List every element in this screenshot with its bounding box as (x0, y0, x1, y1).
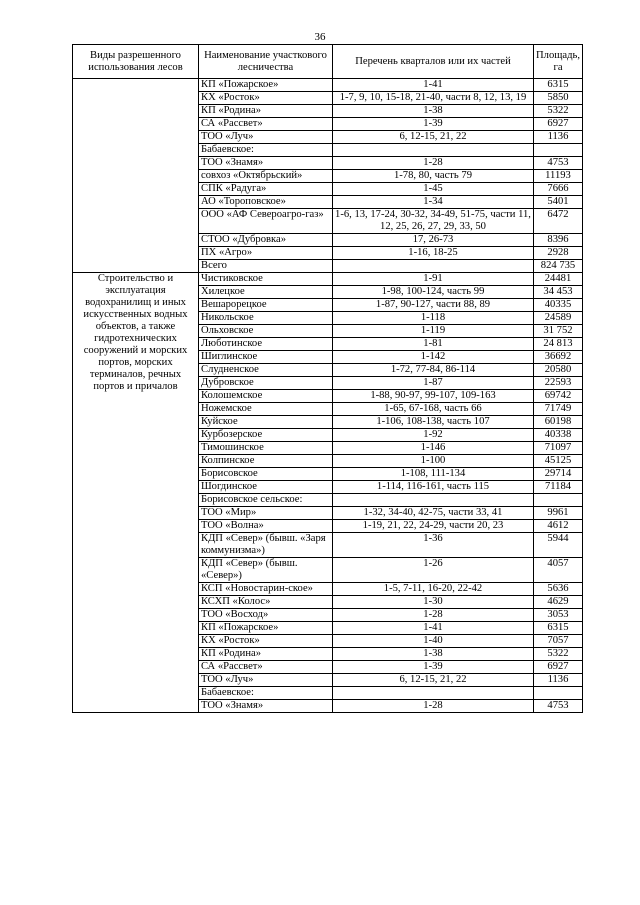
area-cell: 9961 (534, 507, 583, 520)
area-cell: 5401 (534, 196, 583, 209)
forestry-name-cell: КХ «Росток» (199, 92, 333, 105)
area-cell: 36692 (534, 351, 583, 364)
quarters-cell: 1-40 (333, 635, 534, 648)
area-cell: 71749 (534, 403, 583, 416)
table-row (73, 157, 583, 170)
quarters-cell: 1-87 (333, 377, 534, 390)
forestry-name-cell: КДП «Север» (бывш. «Север») (199, 558, 333, 583)
quarters-cell: 1-39 (333, 118, 534, 131)
area-cell: 7666 (534, 183, 583, 196)
quarters-cell: 1-38 (333, 648, 534, 661)
area-cell: 31 752 (534, 325, 583, 338)
area-cell: 24 813 (534, 338, 583, 351)
use-type-cell (73, 183, 199, 196)
table-row (73, 131, 583, 144)
area-cell: 4753 (534, 700, 583, 713)
area-cell: 6927 (534, 661, 583, 674)
area-cell (534, 494, 583, 507)
table-row (73, 183, 583, 196)
area-cell (534, 144, 583, 157)
quarters-cell: 1-28 (333, 700, 534, 713)
quarters-cell: 1-65, 67-168, часть 66 (333, 403, 534, 416)
area-cell: 69742 (534, 390, 583, 403)
area-cell: 6315 (534, 79, 583, 92)
forestry-name-cell: СА «Рассвет» (199, 118, 333, 131)
table-row (73, 260, 583, 273)
table-row (73, 196, 583, 209)
quarters-cell (333, 494, 534, 507)
quarters-cell: 1-30 (333, 596, 534, 609)
area-cell: 5322 (534, 648, 583, 661)
area-cell: 8396 (534, 234, 583, 247)
forestry-name-cell: КСХП «Колос» (199, 596, 333, 609)
use-type-cell (73, 144, 199, 157)
forestry-name-cell: КП «Пожарское» (199, 79, 333, 92)
forestry-name-cell: Дубровское (199, 377, 333, 390)
quarters-cell: 1-146 (333, 442, 534, 455)
header-quarters: Перечень кварталов или их частей (333, 45, 534, 79)
quarters-cell: 1-72, 77-84, 86-114 (333, 364, 534, 377)
area-cell: 11193 (534, 170, 583, 183)
forestry-name-cell: КП «Родина» (199, 105, 333, 118)
forestry-name-cell: Никольское (199, 312, 333, 325)
use-type-cell (73, 118, 199, 131)
forestry-name-cell: КП «Пожарское» (199, 622, 333, 635)
quarters-cell: 1-87, 90-127, части 88, 89 (333, 299, 534, 312)
quarters-cell: 17, 26-73 (333, 234, 534, 247)
quarters-cell: 1-16, 18-25 (333, 247, 534, 260)
quarters-cell: 1-81 (333, 338, 534, 351)
forest-use-table (72, 44, 583, 713)
quarters-cell: 1-26 (333, 558, 534, 583)
quarters-cell: 1-45 (333, 183, 534, 196)
area-cell: 7057 (534, 635, 583, 648)
area-cell: 5636 (534, 583, 583, 596)
table-row (73, 170, 583, 183)
quarters-cell: 1-114, 116-161, часть 115 (333, 481, 534, 494)
use-type-cell (73, 209, 199, 234)
table-row (73, 144, 583, 157)
area-cell: 34 453 (534, 286, 583, 299)
forestry-name-cell: Колошемское (199, 390, 333, 403)
forestry-name-cell: ТОО «Знамя» (199, 700, 333, 713)
table-row (73, 247, 583, 260)
area-cell: 2928 (534, 247, 583, 260)
table-row (73, 118, 583, 131)
table-row (73, 92, 583, 105)
forestry-name-cell: Вешарорецкое (199, 299, 333, 312)
area-cell: 5944 (534, 533, 583, 558)
forestry-name-cell: СТОО «Дубровка» (199, 234, 333, 247)
area-cell: 4629 (534, 596, 583, 609)
use-type-cell (73, 234, 199, 247)
quarters-cell: 1-41 (333, 79, 534, 92)
forestry-name-cell: КСП «Новостарин-ское» (199, 583, 333, 596)
forestry-name-cell: КДП «Север» (бывш. «Заря коммунизма») (199, 533, 333, 558)
forestry-name-cell: Шиглинское (199, 351, 333, 364)
table-row (73, 273, 583, 286)
area-cell: 60198 (534, 416, 583, 429)
area-cell: 71184 (534, 481, 583, 494)
area-cell (534, 687, 583, 700)
quarters-cell: 1-38 (333, 105, 534, 118)
use-type-cell (73, 260, 199, 273)
area-cell: 71097 (534, 442, 583, 455)
area-cell: 5850 (534, 92, 583, 105)
quarters-cell: 1-28 (333, 609, 534, 622)
area-cell: 4753 (534, 157, 583, 170)
quarters-cell: 1-106, 108-138, часть 107 (333, 416, 534, 429)
quarters-cell (333, 687, 534, 700)
forestry-name-cell: Шогдинское (199, 481, 333, 494)
area-cell: 40335 (534, 299, 583, 312)
quarters-cell: 1-119 (333, 325, 534, 338)
forestry-name-cell: Курбозерское (199, 429, 333, 442)
area-cell: 20580 (534, 364, 583, 377)
use-type-cell (73, 105, 199, 118)
quarters-cell: 1-118 (333, 312, 534, 325)
use-type-cell (73, 247, 199, 260)
use-type-cell (73, 196, 199, 209)
forestry-name-cell: Тимошинское (199, 442, 333, 455)
forestry-name-cell: ТОО «Луч» (199, 674, 333, 687)
area-cell: 40338 (534, 429, 583, 442)
quarters-cell: 1-19, 21, 22, 24-29, части 20, 23 (333, 520, 534, 533)
table-body (73, 79, 583, 713)
use-type-cell (73, 157, 199, 170)
area-cell: 1136 (534, 131, 583, 144)
quarters-cell: 1-98, 100-124, часть 99 (333, 286, 534, 299)
table-row (73, 79, 583, 92)
forestry-name-cell: ООО «АФ Североагро-газ» (199, 209, 333, 234)
table-row (73, 234, 583, 247)
quarters-cell: 1-100 (333, 455, 534, 468)
forestry-name-cell: ТОО «Мир» (199, 507, 333, 520)
forestry-name-cell: ТОО «Волна» (199, 520, 333, 533)
area-cell: 4057 (534, 558, 583, 583)
forestry-name-cell: Люботинское (199, 338, 333, 351)
use-type-cell (73, 92, 199, 105)
quarters-cell: 1-34 (333, 196, 534, 209)
use-type-cell (73, 79, 199, 92)
header-use-type: Виды разрешенного использования лесов (73, 45, 199, 79)
area-cell: 6472 (534, 209, 583, 234)
forestry-name-cell: Борисовское сельское: (199, 494, 333, 507)
quarters-cell: 6, 12-15, 21, 22 (333, 131, 534, 144)
area-cell: 22593 (534, 377, 583, 390)
use-type-cell (73, 170, 199, 183)
header-forestry-name: Наименование участкового лесничества (199, 45, 333, 79)
table-header-row (73, 45, 583, 79)
forestry-name-cell: ТОО «Луч» (199, 131, 333, 144)
forestry-name-cell: Колпинское (199, 455, 333, 468)
quarters-cell: 1-28 (333, 157, 534, 170)
forestry-name-cell: АО «Тороповское» (199, 196, 333, 209)
forestry-name-cell: Чистиковское (199, 273, 333, 286)
quarters-cell: 1-142 (333, 351, 534, 364)
use-type-cell (73, 131, 199, 144)
forestry-name-cell: Бабаевское: (199, 144, 333, 157)
quarters-cell: 1-32, 34-40, 42-75, части 33, 41 (333, 507, 534, 520)
quarters-cell: 1-7, 9, 10, 15-18, 21-40, части 8, 12, 13, 19 (333, 92, 534, 105)
quarters-cell (333, 144, 534, 157)
forestry-name-cell: КХ «Росток» (199, 635, 333, 648)
area-cell: 29714 (534, 468, 583, 481)
quarters-cell: 1-5, 7-11, 16-20, 22-42 (333, 583, 534, 596)
table-row (73, 105, 583, 118)
area-cell: 4612 (534, 520, 583, 533)
quarters-cell: 1-36 (333, 533, 534, 558)
quarters-cell: 6, 12-15, 21, 22 (333, 674, 534, 687)
forestry-name-cell: Борисовское (199, 468, 333, 481)
quarters-cell: 1-39 (333, 661, 534, 674)
quarters-cell: 1-78, 80, часть 79 (333, 170, 534, 183)
forestry-name-cell: КП «Родина» (199, 648, 333, 661)
quarters-cell: 1-41 (333, 622, 534, 635)
quarters-cell: 1-108, 111-134 (333, 468, 534, 481)
header-area: Площадь, га (534, 45, 583, 79)
area-cell: 24481 (534, 273, 583, 286)
forestry-name-cell: Всего (199, 260, 333, 273)
area-cell: 5322 (534, 105, 583, 118)
table-row (73, 209, 583, 234)
forestry-name-cell: СПК «Радуга» (199, 183, 333, 196)
forestry-name-cell: Бабаевское: (199, 687, 333, 700)
forestry-name-cell: ТОО «Знамя» (199, 157, 333, 170)
quarters-cell: 1-88, 90-97, 99-107, 109-163 (333, 390, 534, 403)
area-cell: 45125 (534, 455, 583, 468)
area-cell: 824 735 (534, 260, 583, 273)
page-number: 36 (314, 31, 326, 43)
area-cell: 24589 (534, 312, 583, 325)
quarters-cell (333, 260, 534, 273)
forestry-name-cell: Ольховское (199, 325, 333, 338)
forestry-name-cell: Куйское (199, 416, 333, 429)
forestry-name-cell: Хилецкое (199, 286, 333, 299)
area-cell: 6927 (534, 118, 583, 131)
area-cell: 1136 (534, 674, 583, 687)
forestry-name-cell: Ножемское (199, 403, 333, 416)
forestry-name-cell: СА «Рассвет» (199, 661, 333, 674)
forestry-name-cell: ТОО «Восход» (199, 609, 333, 622)
quarters-cell: 1-6, 13, 17-24, 30-32, 34-49, 51-75, части 11, 12, 25, 26, 27, 29, 33, 50 (333, 209, 534, 234)
forestry-name-cell: Слудненское (199, 364, 333, 377)
quarters-cell: 1-91 (333, 273, 534, 286)
forestry-name-cell: совхоз «Октябрьский» (199, 170, 333, 183)
forestry-name-cell: ПХ «Агро» (199, 247, 333, 260)
area-cell: 6315 (534, 622, 583, 635)
area-cell: 3053 (534, 609, 583, 622)
use-type-construction: Строительство и эксплуатация водохранилищ и иных искусственных водных объектов, а также гидротехнических сооружений и морских портов, морских терминалов, речных портов и причалов (73, 273, 199, 713)
quarters-cell: 1-92 (333, 429, 534, 442)
